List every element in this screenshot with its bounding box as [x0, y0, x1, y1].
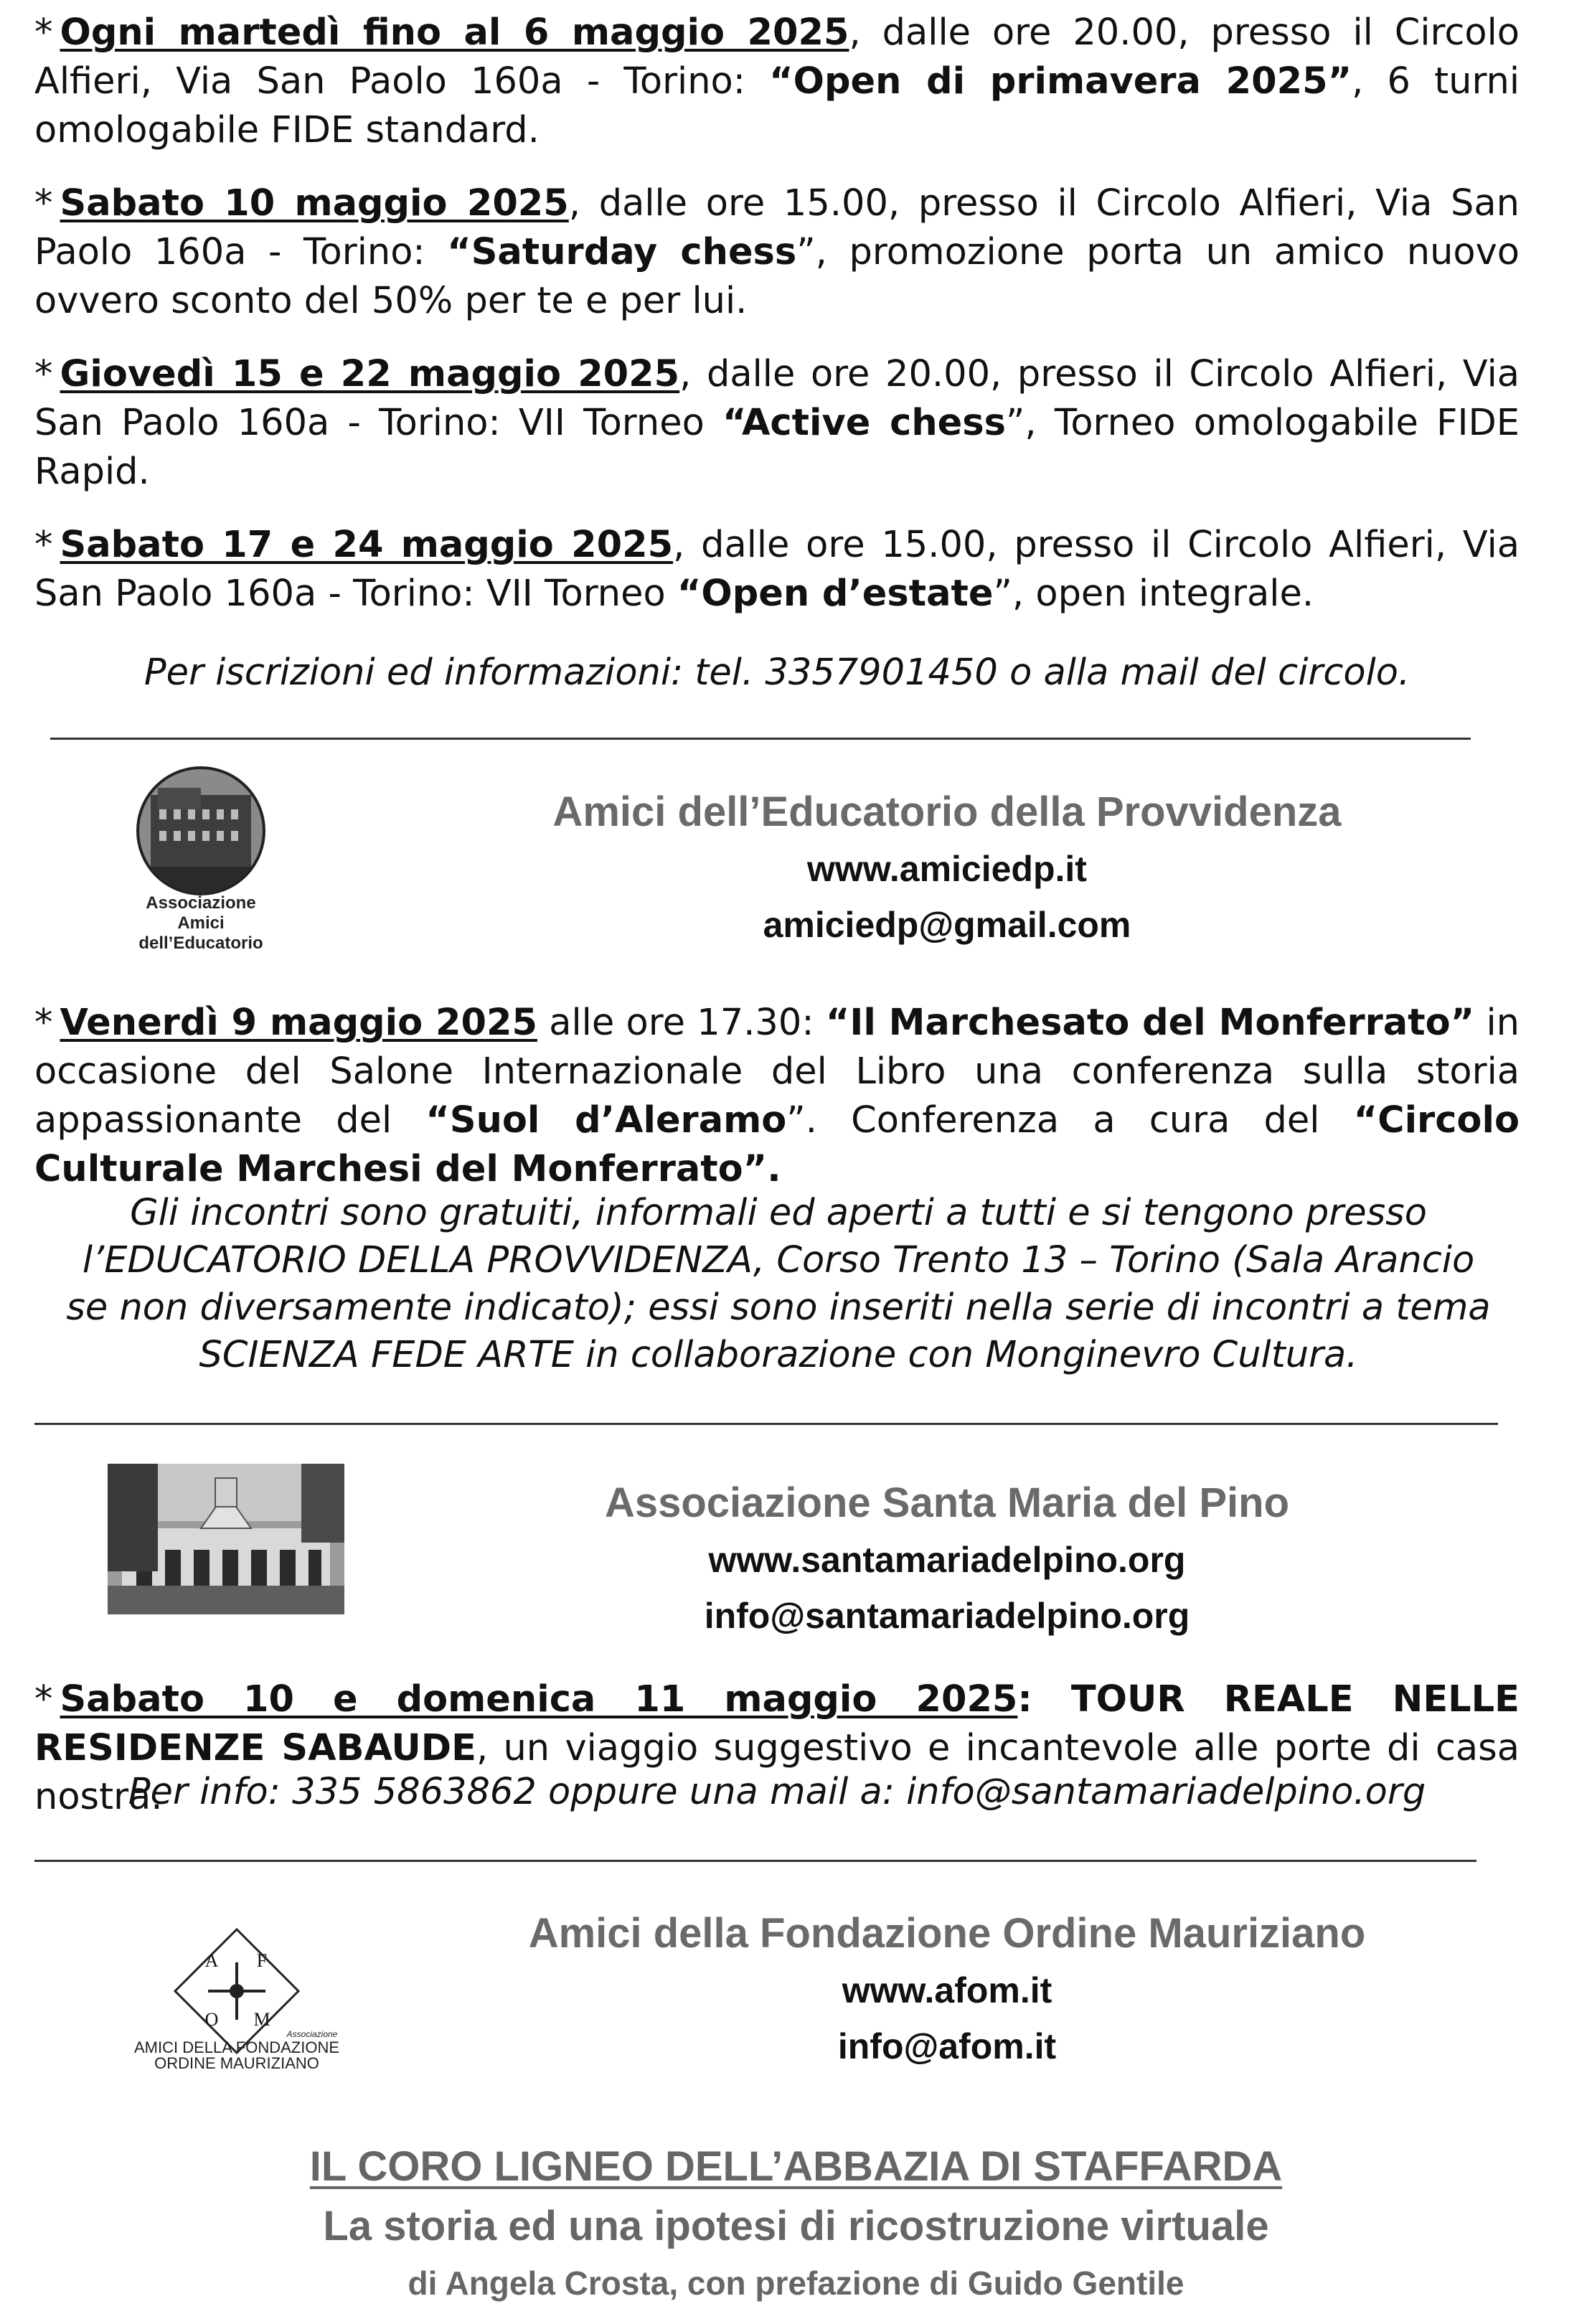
org-name: Amici della Fondazione Ordine Mauriziano	[528, 1910, 1366, 1957]
santa-maria-del-pino-header	[402, 1474, 1492, 1644]
event-paragraph	[34, 521, 1520, 618]
event-date: Giovedì 15 e 22 maggio 2025	[60, 353, 680, 395]
book-title: IL CORO LIGNEO DELL’ABBAZIA DI STAFFARDA	[309, 2143, 1283, 2190]
santa-maria-del-pino-info: Per info: 335 5863862 oppure una mail a: info@santamariadelpino.org	[128, 1771, 1426, 1813]
educatorio-logo	[129, 766, 273, 910]
event-title: “Suol d’Aleramo	[425, 1099, 787, 1142]
event-date: Venerdì 9 maggio 2025	[60, 1002, 537, 1044]
event-details: , un viaggio suggestivo e incantevole alle porte di casa nostra.	[34, 1727, 1520, 1818]
educatorio-header	[402, 784, 1492, 953]
afom-logo-letter: M	[253, 2009, 270, 2030]
event-title: “Saturday chess	[447, 231, 797, 273]
divider	[34, 1423, 1498, 1425]
event-details: ”. Conferenza a cura del	[786, 1099, 1354, 1142]
afom-logo-caption	[122, 2040, 352, 2071]
event-paragraph	[34, 350, 1520, 497]
event-title: “Open di primavera 2025”	[769, 60, 1352, 103]
org-website-link[interactable]: www.afom.it	[842, 1970, 1052, 2010]
event-details: , dalle ore 20.00, presso il Circolo Alfieri, Via San Paolo 160a - Torino:	[34, 11, 1520, 103]
logo-caption-line: Associazione	[146, 893, 256, 913]
divider	[50, 738, 1471, 740]
book-author: di Angela Crosta, con prefazione di Guido Gentile	[408, 2264, 1184, 2302]
event-paragraph	[34, 179, 1520, 326]
logo-caption-line: Amici	[177, 913, 225, 933]
event-paragraph	[34, 999, 1520, 1194]
afom-header	[402, 1905, 1492, 2074]
bullet-star: *	[34, 1002, 53, 1044]
event-details: in occasione del Salone Internazionale del Libro una conferenza sulla storia appassionante del	[34, 1002, 1520, 1142]
santa-maria-del-pino-photo	[108, 1464, 344, 1614]
event-title: TOUR REALE NELLE RESIDENZE SABAUDE	[34, 1678, 1520, 1769]
event-details: , 6 turni omologabile FIDE standard.	[34, 60, 1520, 151]
event-details: ”, Torneo omologabile FIDE Rapid.	[34, 402, 1520, 493]
event-details: , dalle ore 15.00, presso il Circolo Alfieri, Via San Paolo 160a - Torino:	[34, 182, 1520, 273]
educatorio-logo-caption	[108, 893, 294, 954]
event-details: , dalle ore 15.00, presso il Circolo Alfieri, Via San Paolo 160a - Torino: VII Torneo	[34, 524, 1520, 615]
org-website-link[interactable]: www.santamariadelpino.org	[708, 1540, 1186, 1580]
org-email-link[interactable]: amiciedp@gmail.com	[763, 905, 1131, 945]
afom-logo-letter: O	[204, 2009, 219, 2030]
org-name: Associazione Santa Maria del Pino	[604, 1479, 1290, 1526]
event-details: :	[1017, 1678, 1071, 1721]
org-email-link[interactable]: info@santamariadelpino.org	[704, 1596, 1190, 1636]
bullet-star: *	[34, 353, 53, 395]
event-title: “Circolo Culturale Marchesi del Monferrato”.	[34, 1099, 1520, 1190]
bullet-star: *	[34, 524, 53, 566]
afom-logo-letter: A	[204, 1950, 219, 1971]
org-email-link[interactable]: info@afom.it	[837, 2026, 1057, 2066]
chess-info: Per iscrizioni ed informazioni: tel. 3357901450 o alla mail del circolo.	[143, 651, 1410, 694]
org-name: Amici dell’Educatorio della Provvidenza	[552, 789, 1342, 835]
afom-logo-tag: Associazione	[286, 2029, 338, 2039]
org-website-link[interactable]: www.amiciedp.it	[807, 849, 1087, 889]
afom-logo-letter: F	[256, 1950, 268, 1971]
event-title: “Il Marchesato del Monferrato”	[825, 1002, 1475, 1044]
event-title: “Open d’estate	[677, 573, 994, 615]
logo-caption-line: dell’Educatorio	[138, 933, 263, 953]
event-details: ”, promozione porta un amico nuovo ovvero sconto del 50% per te e per lui.	[34, 231, 1520, 322]
event-date: Sabato 10 maggio 2025	[60, 182, 569, 225]
event-date: Sabato 17 e 24 maggio 2025	[60, 524, 674, 566]
event-details: ”, open integrale.	[993, 573, 1314, 615]
event-date: Sabato 10 e domenica 11 maggio 2025	[60, 1678, 1018, 1721]
logo-caption-line: ORDINE MAURIZIANO	[154, 2054, 319, 2072]
event-title: “Active chess	[722, 402, 1006, 444]
bullet-star: *	[34, 1678, 53, 1721]
educatorio-note: Gli incontri sono gratuiti, informali ed aperti a tutti e si tengono presso l’EDUCATORIO DELLA PROVVIDENZA, Corso Trento 13 – Torino (Sala Arancio se non diversamente indicato); essi sono inseriti nella serie di incontri a tema SCIENZA FEDE ARTE in collaborazione con Monginevro Cultura.	[66, 1192, 1491, 1376]
divider	[34, 1860, 1476, 1862]
event-details: , dalle ore 20.00, presso il Circolo Alfieri, Via San Paolo 160a - Torino: VII Torneo	[34, 353, 1520, 444]
event-details: alle ore 17.30:	[537, 1002, 826, 1044]
bullet-star: *	[34, 11, 53, 54]
bullet-star: *	[34, 182, 53, 225]
event-paragraph	[34, 9, 1520, 155]
logo-caption-line: AMICI DELLA FONDAZIONE	[133, 2038, 340, 2056]
event-date: Ogni martedì fino al 6 maggio 2025	[60, 11, 849, 54]
book-subtitle: La storia ed una ipotesi di ricostruzione virtuale	[323, 2203, 1269, 2249]
